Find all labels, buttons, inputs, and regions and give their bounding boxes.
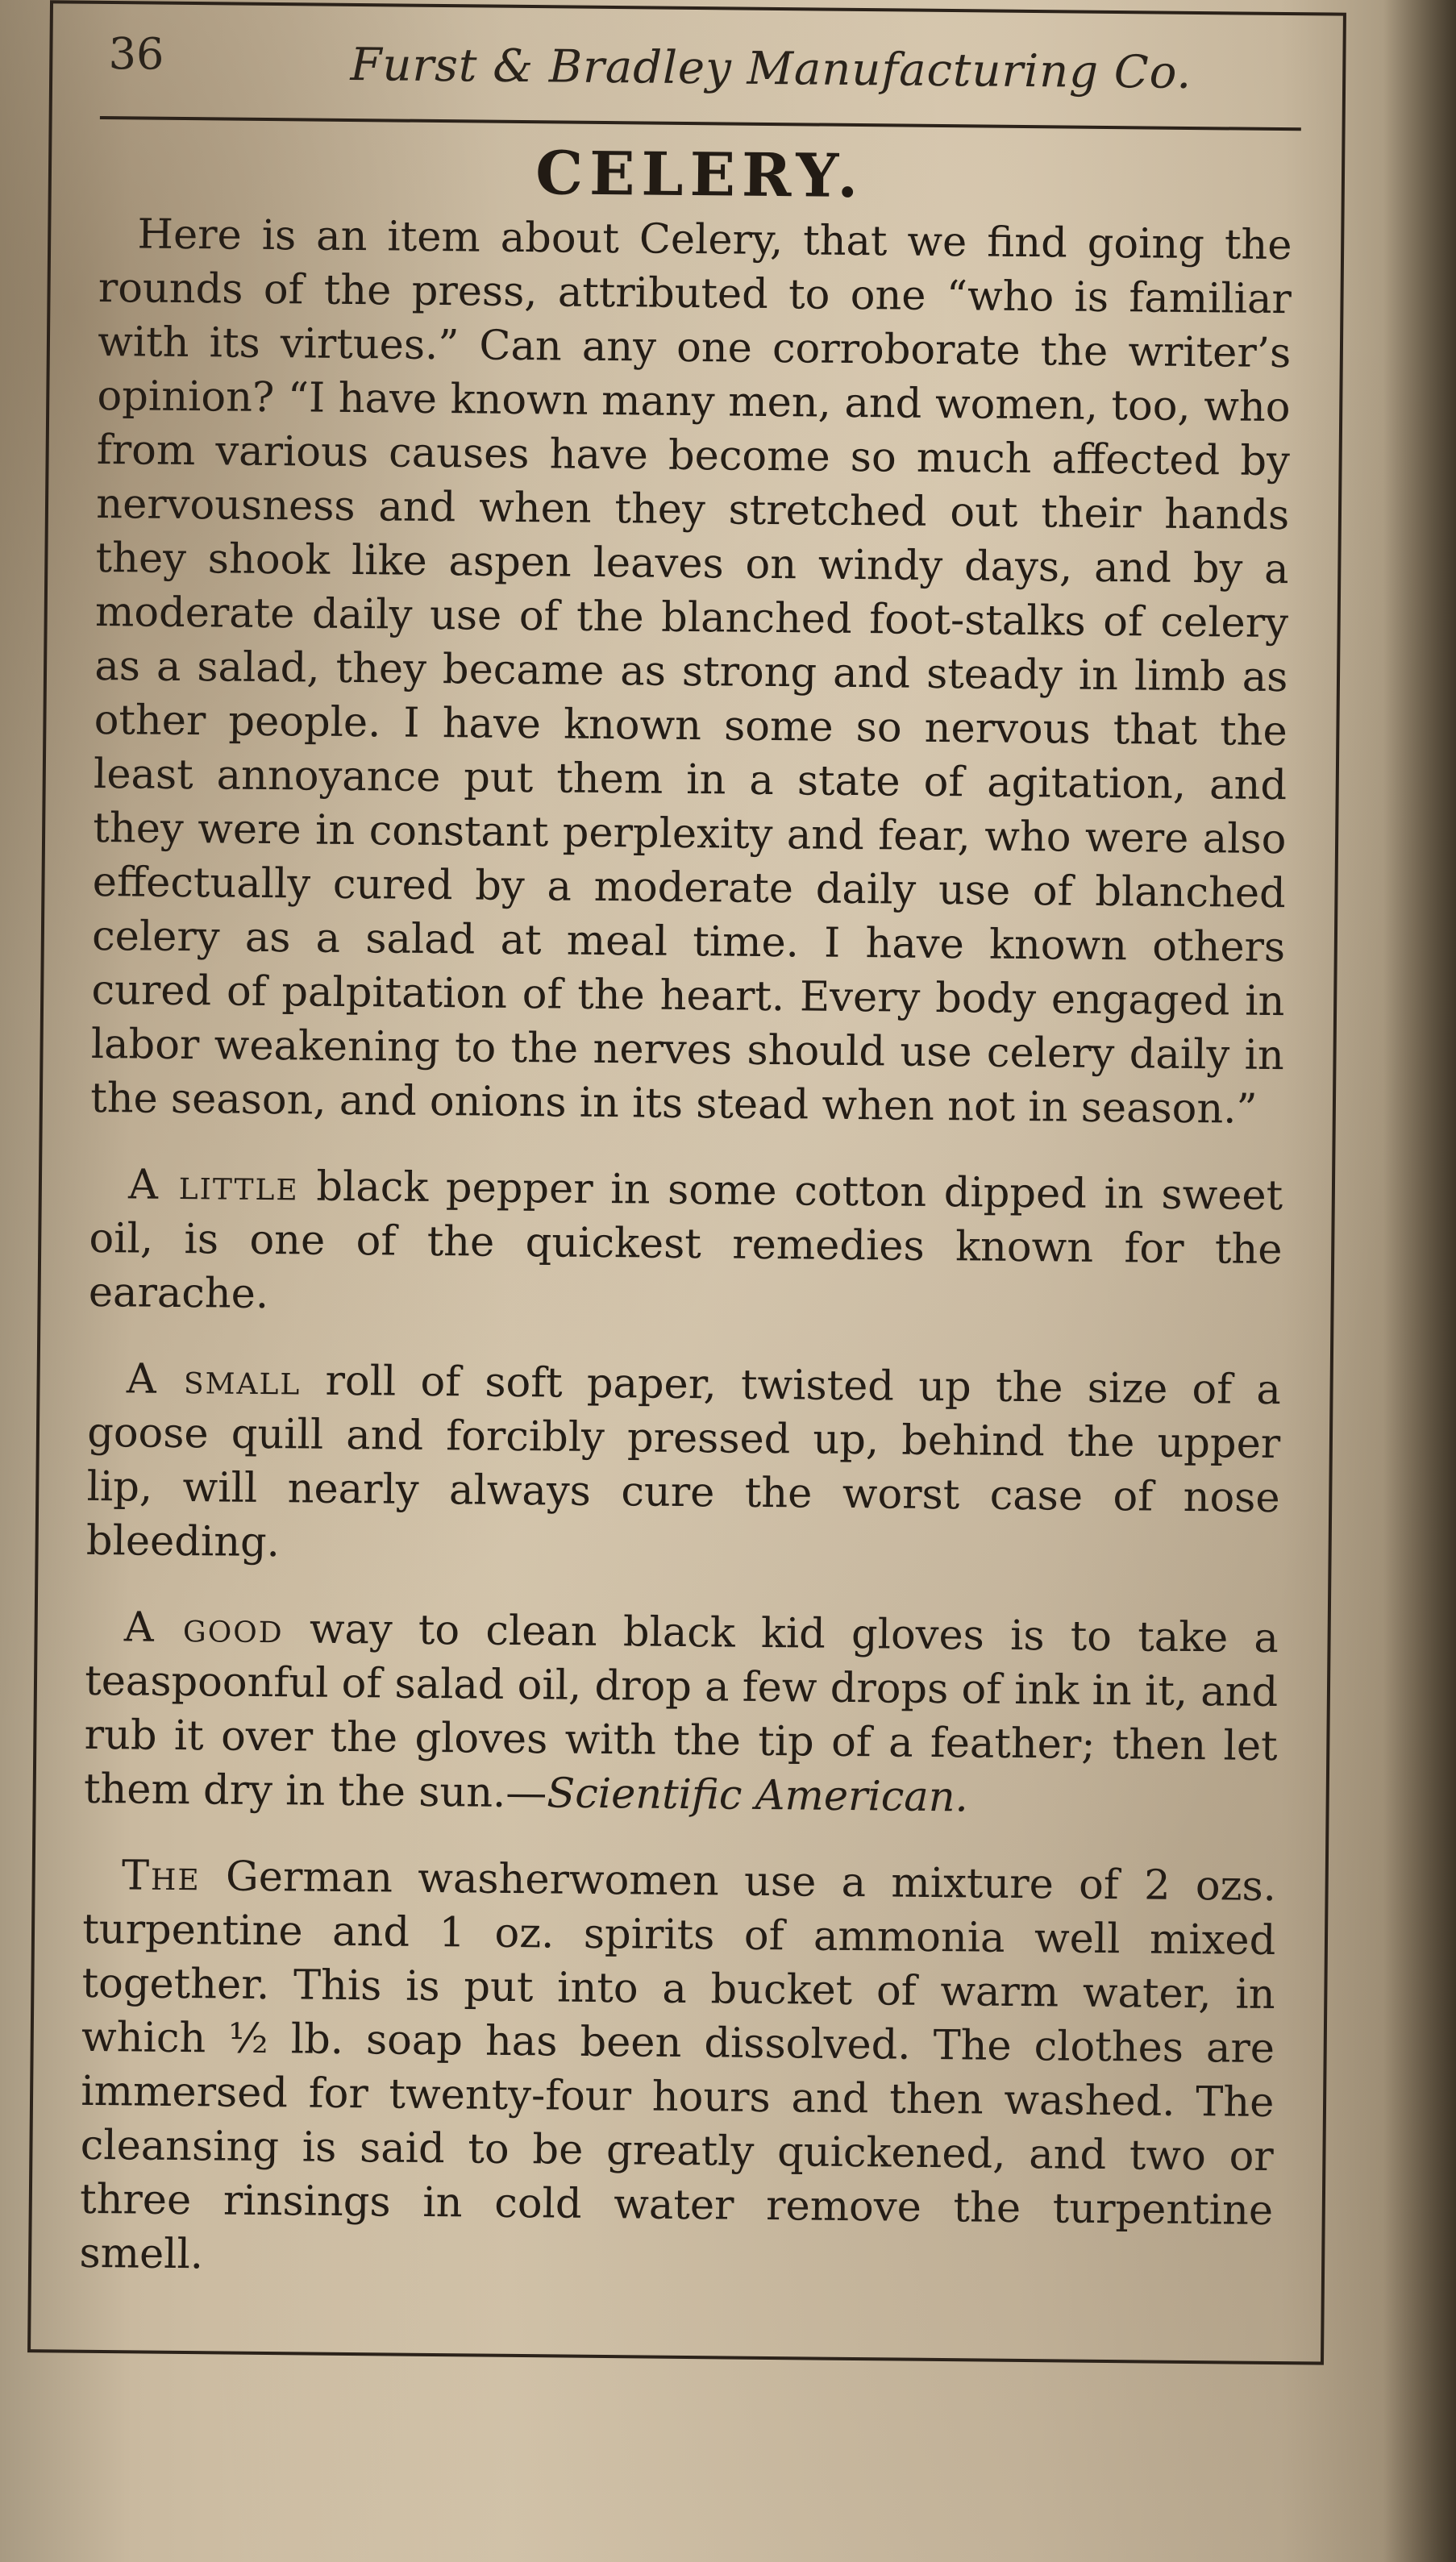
paragraph-kid-gloves <box>84 1600 1279 1828</box>
paragraph-text: German washerwomen use a mixture of 2 ozs. turpentine and 1 oz. spirits of ammonia well mixed together. This is put into a bucket of warm water, in which ½ lb. soap has been dissolved. The clothes are immersed for twenty-four hours and then washed. The cleansing is said to be greatly quickened, and two or three rinsings in cold water remove the turpentine smell. <box>79 1853 1277 2279</box>
paragraph-lead: The <box>121 1852 201 1901</box>
paragraph-citation: Scientific American. <box>547 1770 969 1822</box>
page-content <box>79 26 1350 2325</box>
paragraph-nose-bleeding <box>86 1352 1282 1579</box>
paragraph-washerwomen <box>79 1849 1276 2292</box>
paragraph-text: way to clean black kid gloves is to take a teaspoonful of salad oil, drop a few drops of ink in it, and rub it over the gloves with the tip of a feather; then let them dry in the sun.— <box>83 1605 1279 1818</box>
article-title: CELERY. <box>535 139 865 212</box>
publisher-header: Furst & Bradley Manufacturing Co. <box>350 38 1192 99</box>
book-edge-shadow <box>1383 0 1456 2562</box>
paragraph-lead: A good <box>123 1603 284 1653</box>
paragraph-celery <box>90 207 1292 1137</box>
paragraph-text: black pepper in some cotton dipped in sweet oil, is one of the quickest remedies known for the earache. <box>88 1162 1283 1319</box>
page-number: 36 <box>108 28 164 80</box>
article-body <box>79 207 1292 2292</box>
paragraph-lead: A small <box>126 1355 302 1405</box>
paragraph-text: roll of soft paper, twisted up the size of a goose quill and forcibly pressed up, behind the upper lip, will nearly always cure the worst case of nose bleeding. <box>85 1357 1282 1567</box>
header-rule <box>100 116 1301 131</box>
paragraph-text: Here is an item about Celery, that we find going the rounds of the press, attributed to one “who is familiar with its virtues.” Can any one corroborate the writer’s opinion? “I have known many men, and women, too, who from various causes have become so much affected by nervousness and when they stretched out their hands they shook like aspen leaves on windy days, and by a moderate daily use of the blanched foot-stalks of celery as a salad, they became as strong and steady in limb as other people. I have known some so nervous that the least annoyance put them in a state of agitation, and they were in constant perplexity and fear, who were also effectually cured by a moderate daily use of blanched celery as a salad at meal time. I have known others cured of palpitation of the heart. Every body engaged in labor weakening to the nerves should use celery daily in the season, and onions in its stead when not in season.” <box>89 210 1292 1133</box>
paragraph-lead: A little <box>127 1161 300 1211</box>
running-head <box>100 26 1350 131</box>
paragraph-earache <box>89 1158 1283 1331</box>
